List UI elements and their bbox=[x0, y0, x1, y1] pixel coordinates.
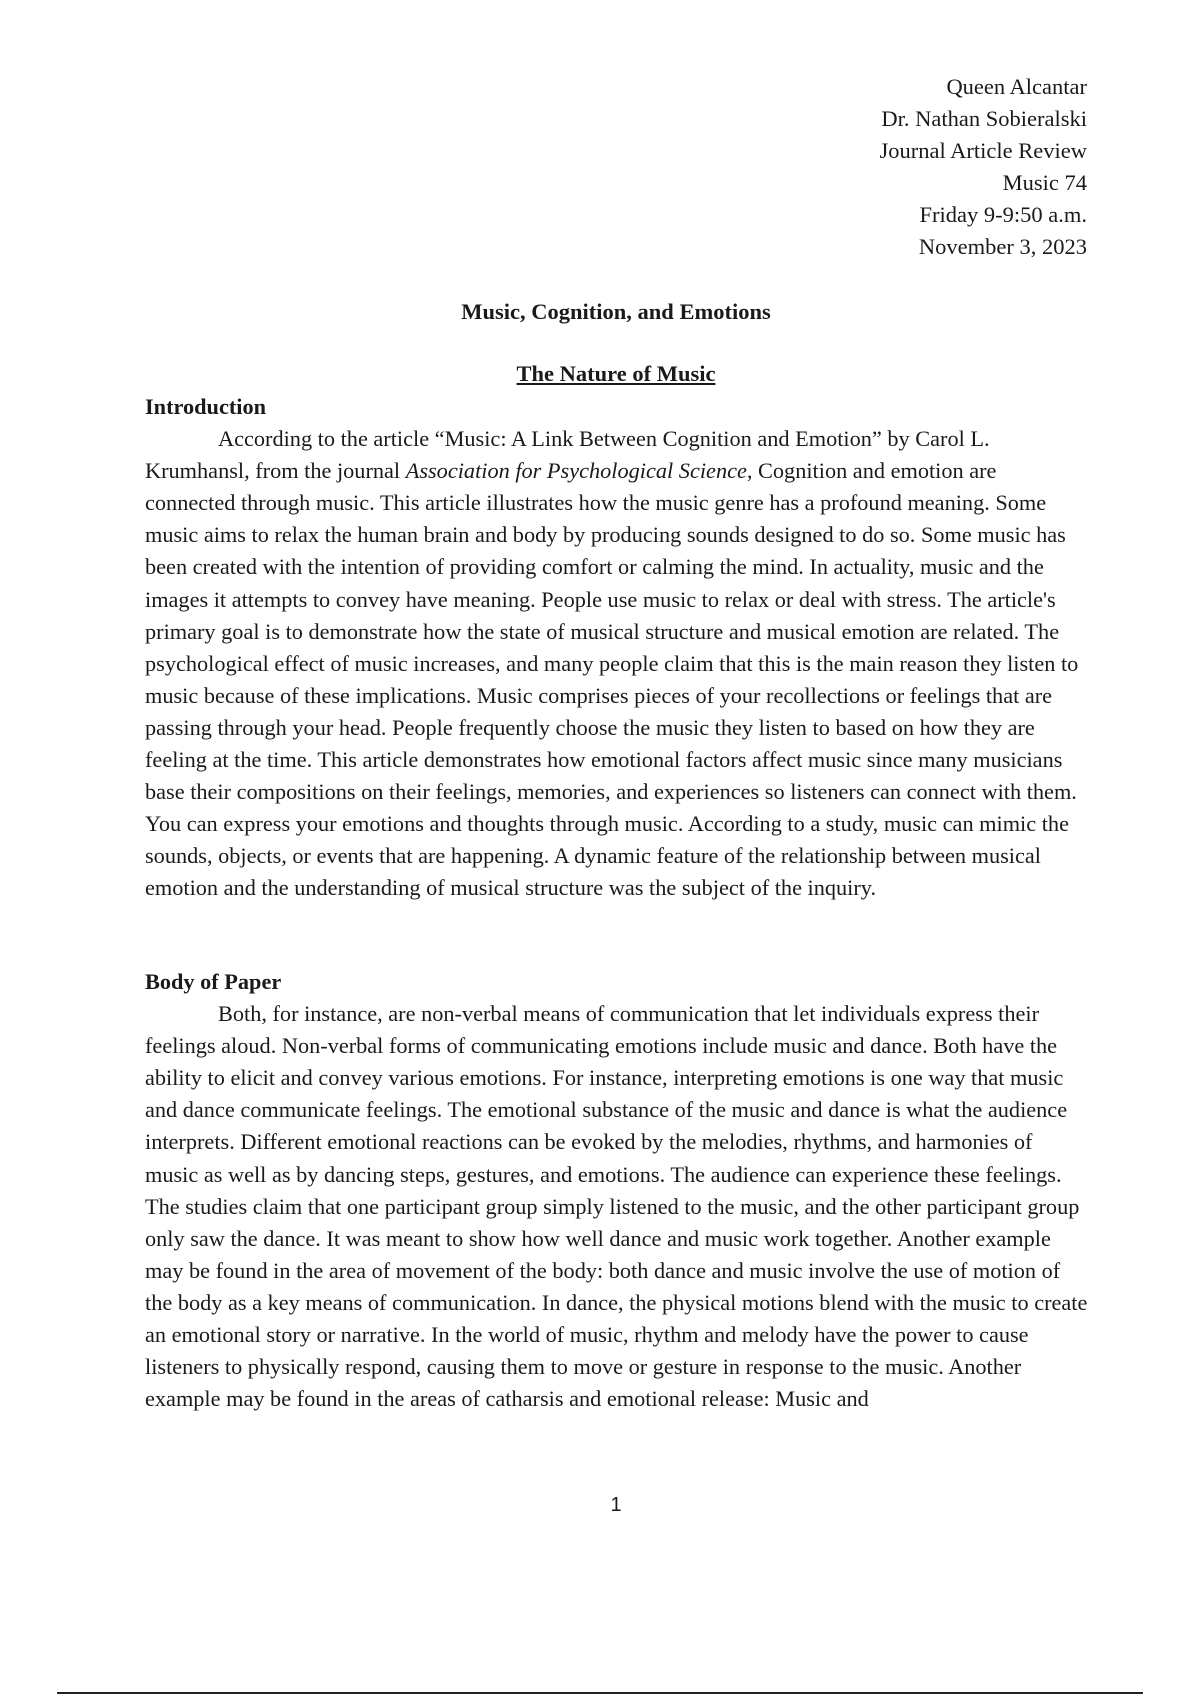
introduction-paragraph bbox=[145, 423, 1090, 904]
assignment-name: Journal Article Review bbox=[879, 138, 1087, 163]
introduction-heading: Introduction bbox=[145, 394, 267, 419]
author-name: Queen Alcantar bbox=[946, 74, 1087, 99]
intro-text-part-2: , Cognition and emotion are connected through music. This article illustrates how the music genre has a profound meaning. Some music aims to relax the human brain and body by producing sounds designed to do so. Some music has been created with the intention of providing comfort or calming the mind. In actuality, music and the images it attempts to convey have meaning. People use music to relax or deal with stress. The article's primary goal is to demonstrate how the state of musical structure and musical emotion are related. The psychological effect of music increases, and many people claim that this is the main reason they listen to music because of these implications. Music comprises pieces of your recollections or feelings that are passing through your head. People frequently choose the music they listen to based on how they are feeling at the time. This article demonstrates how emotional factors affect music since many musicians base their compositions on their feelings, memories, and experiences so listeners can connect with them. You can express your emotions and thoughts through music. According to a study, music can mimic the sounds, objects, or events that are happening. A dynamic feature of the relationship between musical emotion and the understanding of musical structure was the subject of the inquiry. bbox=[145, 458, 1079, 901]
intro-text-part-1: According to the article “Music: A Link Between Cognition and Emotion” by Carol L. Krumhansl, from the journal bbox=[145, 426, 990, 484]
body-paragraph: Both, for instance, are non-verbal means of communication that let individuals express their feelings aloud. Non-verbal forms of communicating emotions include music and dance. Both have the ability to elicit and convey various emotions. For instance, interpreting emotions is one way that music and dance communicate feelings. The emotional substance of the music and dance is what the audience interprets. Different emotional reactions can be evoked by the melodies, rhythms, and harmonies of music as well as by dancing steps, gestures, and emotions. The audience can experience these feelings. The studies claim that one participant group simply listened to the music, and the other participant group only saw the dance. It was meant to show how well dance and music work together. Another example may be found in the area of movement of the body: both dance and music involve the use of motion of the body as a key means of communication. In dance, the physical motions blend with the music to create an emotional story or narrative. In the world of music, rhythm and melody have the power to cause listeners to physically respond, causing them to move or gesture in response to the music. Another example may be found in the areas of catharsis and emotional release: Music and bbox=[145, 1001, 1088, 1412]
journal-title: Association for Psychological Science bbox=[405, 458, 747, 484]
page-divider bbox=[57, 1692, 1143, 1694]
body-section bbox=[145, 966, 1090, 1415]
header-block bbox=[880, 71, 1087, 263]
course-name: Music 74 bbox=[1002, 170, 1087, 195]
body-heading: Body of Paper bbox=[145, 969, 282, 994]
class-schedule: Friday 9-9:50 a.m. bbox=[919, 202, 1087, 227]
introduction-section bbox=[145, 391, 1090, 905]
page-number: 1 bbox=[610, 1494, 622, 1516]
submission-date: November 3, 2023 bbox=[918, 234, 1087, 259]
paper-title: Music, Cognition, and Emotions bbox=[461, 299, 771, 324]
paper-subtitle: The Nature of Music bbox=[516, 361, 716, 386]
instructor-name: Dr. Nathan Sobieralski bbox=[881, 106, 1087, 131]
